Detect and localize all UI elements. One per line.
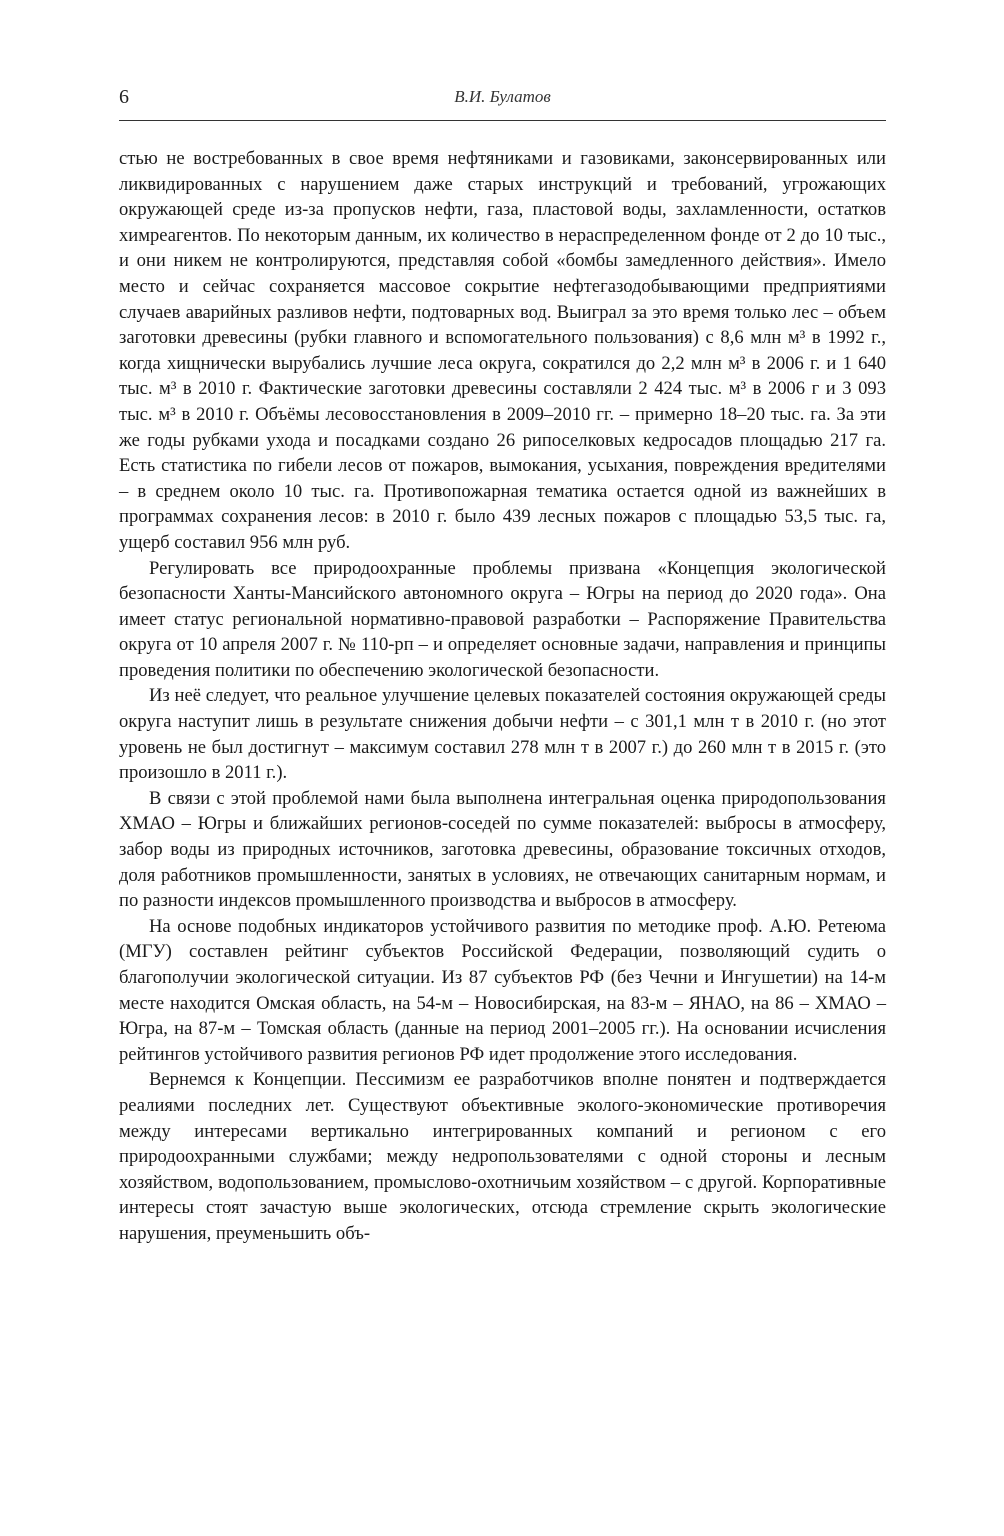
paragraph: На основе подобных индикаторов устойчивого развития по методике проф. А.Ю. Ретеюма (МГУ) составлен рейтинг субъектов Российской Федерации, позволяющий судить о благополучии экологической ситуации. Из 87 субъектов РФ (без Чечни и Ингушетии) на 14-м месте находится Омская область, на 54-м – Новосибирская, на 83-м – ЯНАО, на 86 – ХМАО – Югра, на 87-м – Томская область (данные на период 2001–2005 гг.). На основании исчисления рейтингов устойчивого развития регионов РФ идет продолжение этого исследования. [119,915,886,1065]
page-number: 6 [119,86,129,108]
running-head-author: В.И. Булатов [454,87,551,106]
paragraph: Регулировать все природоохранные проблемы призвана «Концепция экологической безопасности Ханты-Мансийского автономного округа – Югры на период до 2020 года». Она имеет статус региональной нормативно-правовой разработки – Распоряжение Правительства округа от 10 апреля 2007 г. № 110-рп – и определяет основные задачи, направления и принципы проведения политики по обеспечению экологической безопасности. [119,557,886,681]
paragraph: Из неё следует, что реальное улучшение целевых показателей состояния окружающей среды округа наступит лишь в результате снижения добычи нефти – с 301,1 млн т в 2010 г. (но этот уровень не был достигнут – максимум составил 278 млн т в 2007 г.) до 260 млн т в 2015 г. (это произошло в 2011 г.). [119,685,886,784]
paragraph: стью не востребованных в свое время нефтяниками и газовиками, законсервированных или ликвидированных с нарушением даже старых инструкций и требований, угрожающих окружающей среде из-за пропусков нефти, газа, пластовой воды, захламленности, остатков химреагентов. По некоторым данным, их количество в нераспределенном фонде от 2 до 10 тыс., и они никем не контролируются, представляя собой «бомбы замедленного действия». Имело место и сейчас сохраняется массовое сокрытие нефтегазодобывающими предприятиями случаев аварийных разливов нефти, подтоварных вод. Выиграл за это время только лес – объем заготовки древесины (рубки главного и вспомогательного пользования) с 8,6 млн м³ в 1992 г., когда хищнически вырубались лучшие леса округа, сократился до 2,2 млн м³ в 2006 г. и 1 640 тыс. м³ в 2010 г. Фактические заготовки древесины составляли 2 424 тыс. м³ в 2006 г и 3 093 тыс. м³ в 2010 г. Объёмы лесовосстановления в 2009–2010 гг. – примерно 18–20 тыс. га. За эти же годы рубками ухода и посадками создано 26 рипоселковых кедросадов площадью 217 га. Есть статистика по гибели лесов от пожаров, вымокания, усыхания, повреждения вредителями – в среднем около 10 тыс. га. Противопожарная тематика остается одной из важнейших в программах сохранения лесов: в 2010 г. было 439 лесных пожаров с площадью 53,5 тыс. га, ущерб составил 956 млн руб. [119,148,886,553]
page-header [119,86,886,121]
body-text [119,146,886,1247]
paragraph: В связи с этой проблемой нами была выполнена интегральная оценка природопользования ХМАО – Югры и ближайших регионов-соседей по сумме показателей: выбросы в атмосферу, забор воды из природных источников, заготовка древесины, образование токсичных отходов, доля работников промышленности, занятых в условиях, не отвечающих санитарным нормам, и по разности индексов промышленного производства и выбросов в атмосферу. [119,787,886,912]
paragraph: Вернемся к Концепции. Пессимизм ее разработчиков вполне понятен и подтверждается реалиями последних лет. Существуют объективные эколого-экономические противоречия между интересами вертикально интегрированных компаний и регионом с его природоохранными службами; между недропользователями с одной стороны и лесным хозяйством, водопользованием, промыслово-охотничьим хозяйством – с другой. Корпоративные интересы стоят зачастую выше экологических, отсюда стремление скрыть экологические нарушения, преуменьшить объ- [119,1069,886,1244]
